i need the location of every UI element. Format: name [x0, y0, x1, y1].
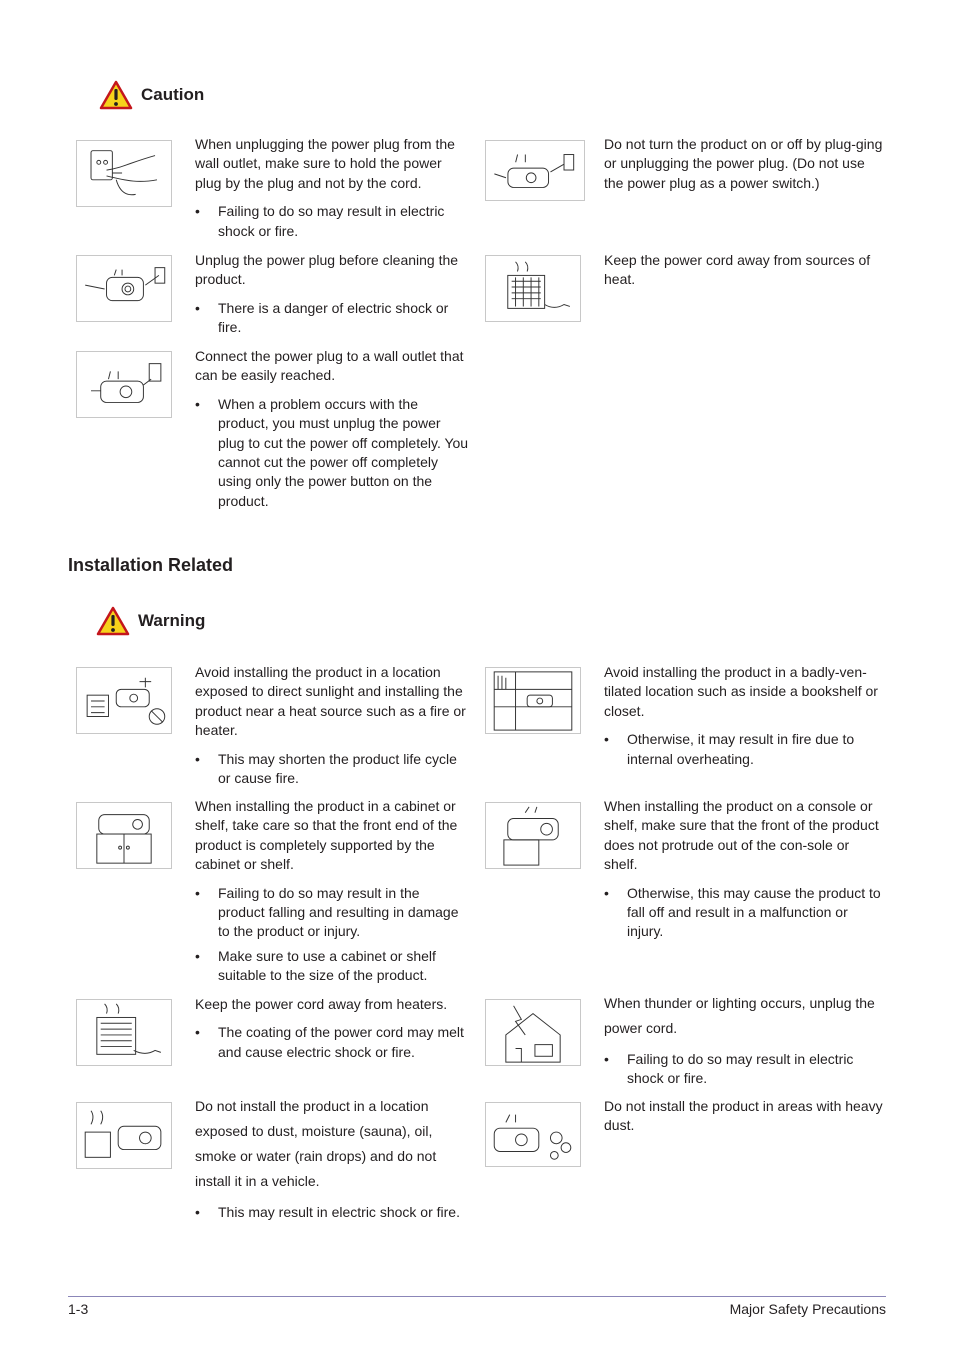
unplug-hand-icon	[76, 140, 172, 207]
unplug-before-cleaning-icon	[76, 255, 172, 322]
caution-item-0	[195, 135, 470, 246]
warning-triangle-icon	[96, 606, 130, 636]
caution-item-2	[195, 347, 470, 516]
install-item-3-bullet-0: • Otherwise, this may cause the product to fall off and result in a malfunction or injury.	[604, 884, 884, 942]
caution-item-3-text: Do not turn the product on or off by plug-ging or unplugging the power plug. (Do not use the power plug as a power switch.)	[604, 136, 883, 191]
caution-header	[99, 80, 204, 110]
caution-item-1-text: Unplug the power plug before cleaning the product.	[195, 252, 459, 288]
install-item-5	[604, 991, 884, 1094]
install-item-5-bullet-0: • Failing to do so may result in electric shock or fire.	[604, 1050, 884, 1089]
sunlight-heater-icon	[76, 667, 172, 734]
install-item-2-text: When installing the product in a cabinet or shelf, take care so that the front end of the product is completely supported by the cabinet or shelf.	[195, 798, 458, 873]
install-item-2-bullet-0: • Failing to do so may result in the product falling and resulting in damage to the product or injury.	[195, 884, 470, 942]
caution-item-1-bullet-0: • There is a danger of electric shock or fire.	[195, 299, 470, 338]
warning-triangle-icon	[99, 80, 133, 110]
section-title: Installation Related	[68, 555, 234, 575]
footer-section-title: Major Safety Precautions	[729, 1301, 886, 1317]
install-item-2-bullet-1: • Make sure to use a cabinet or shelf suitable to the size of the product.	[195, 947, 470, 986]
dust-moisture-icon	[76, 1102, 172, 1169]
reachable-outlet-icon	[76, 351, 172, 418]
cabinet-icon	[76, 802, 172, 869]
bookshelf-icon	[485, 667, 581, 734]
cord-heater-icon	[76, 999, 172, 1066]
caution-item-2-text: Connect the power plug to a wall outlet that can be easily reached.	[195, 348, 464, 384]
caution-label: Caution	[141, 85, 205, 104]
lightning-icon	[485, 999, 581, 1066]
install-item-0-text: Avoid installing the product in a location exposed to direct sunlight and installing the product near a heat source such as a fire or heater.	[195, 664, 466, 739]
cord-heat-icon	[485, 255, 581, 322]
footer-page-number: 1-3	[68, 1301, 89, 1317]
footer-rule	[68, 1296, 886, 1297]
install-item-7	[604, 1097, 884, 1136]
install-item-4	[195, 995, 470, 1067]
install-item-1-text: Avoid installing the product in a badly-ven-tilated location such as inside a bookshelf or closet.	[604, 664, 878, 719]
warning-label: Warning	[138, 611, 206, 630]
install-item-2	[195, 797, 470, 991]
heavy-dust-icon	[485, 1102, 581, 1167]
caution-item-3	[604, 135, 884, 193]
caution-item-4-text: Keep the power cord away from sources of heat.	[604, 252, 871, 288]
install-item-4-text: Keep the power cord away from heaters.	[195, 996, 448, 1012]
install-item-6	[195, 1094, 470, 1227]
warning-header	[96, 606, 205, 636]
install-item-4-bullet-0: • The coating of the power cord may melt and cause electric shock or fire.	[195, 1023, 470, 1062]
install-item-6-text: Do not install the product in a location exposed to dust, moisture (sauna), oil, smoke or water (rain drops) and do not install it in a vehicle.	[195, 1098, 437, 1189]
install-item-1-bullet-0: • Otherwise, it may result in fire due to internal overheating.	[604, 730, 884, 769]
caution-item-0-bullet-0: • Failing to do so may result in electric shock or fire.	[195, 202, 470, 241]
plug-switch-icon	[485, 140, 585, 201]
console-protrude-icon	[485, 802, 581, 869]
install-item-3	[604, 797, 884, 947]
install-item-0	[195, 663, 470, 793]
caution-item-0-text: When unplugging the power plug from the wall outlet, make sure to hold the power plug by the plug and not by the cord.	[195, 136, 455, 191]
install-item-3-text: When installing the product on a console or shelf, make sure that the front of the product does not protrude out of the con-sole or shelf.	[604, 798, 879, 873]
caution-item-1	[195, 251, 470, 343]
caution-item-2-bullet-0: • When a problem occurs with the product, you must unplug the power plug to cut the power off completely. You cannot cut the power off completely using only the power button on the product.	[195, 395, 470, 511]
caution-item-4	[604, 251, 884, 290]
install-item-0-bullet-0: • This may shorten the product life cycle or cause fire.	[195, 750, 470, 789]
install-item-5-text: When thunder or lighting occurs, unplug the power cord.	[604, 995, 875, 1036]
install-item-1	[604, 663, 884, 774]
install-item-7-text: Do not install the product in areas with heavy dust.	[604, 1098, 883, 1134]
install-item-6-bullet-0: • This may result in electric shock or fire.	[195, 1203, 470, 1222]
